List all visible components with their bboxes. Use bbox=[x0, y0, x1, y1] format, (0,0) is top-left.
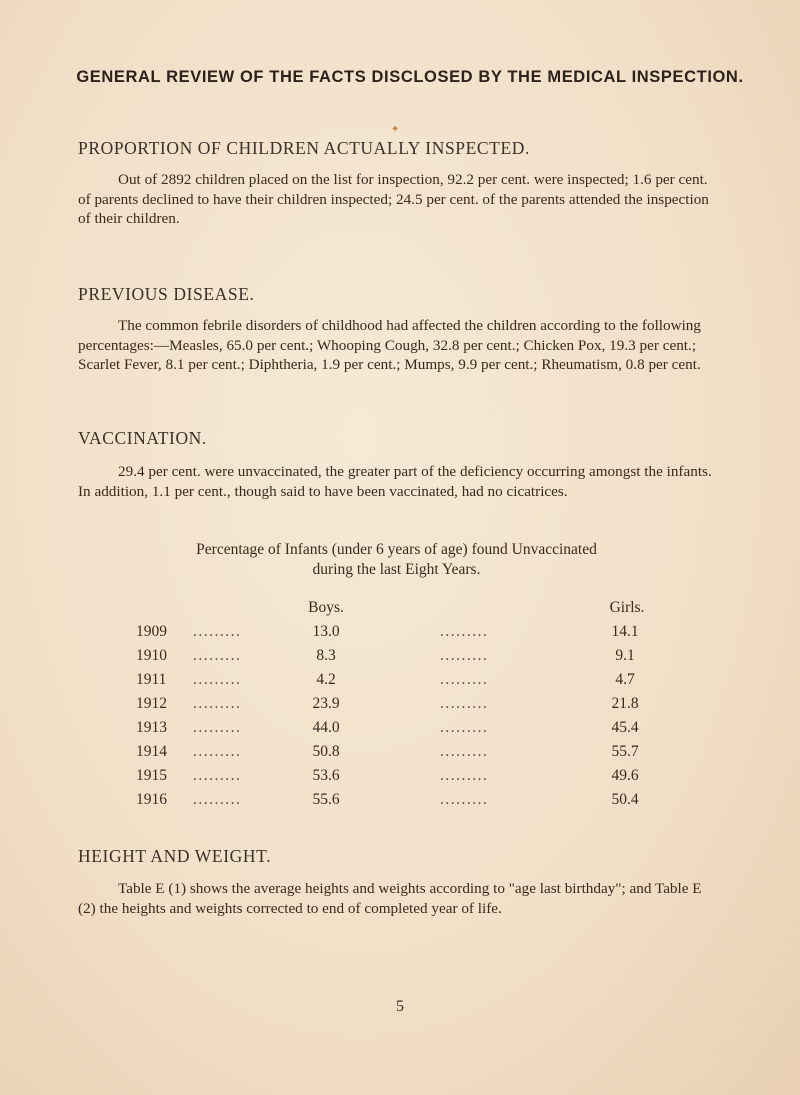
table-caption-line-2: during the last Eight Years. bbox=[312, 560, 481, 578]
dot-leader: ......... bbox=[193, 767, 242, 784]
paragraph-height-weight: Table E (1) shows the average heights and weights according to "age last birthday"; and Table E (2) the heights and weights corrected to end of completed year of life. bbox=[78, 880, 702, 917]
row-year: 1914 bbox=[136, 743, 167, 760]
paragraph-proportion: Out of 2892 children placed on the list for inspection, 92.2 per cent. were inspected; 1.6 per cent. of parents declined to have their children inspected; 24.5 per cent. of the parents attended the inspection of their children. bbox=[78, 171, 709, 228]
ink-mark-icon: ✦ bbox=[391, 124, 400, 135]
dot-leader: ......... bbox=[193, 743, 242, 760]
row-girls-value: 21.8 bbox=[611, 695, 639, 712]
row-year: 1916 bbox=[136, 791, 167, 808]
row-boys-value: 44.0 bbox=[312, 719, 340, 736]
table-row bbox=[0, 623, 800, 647]
row-girls-value: 50.4 bbox=[611, 791, 639, 808]
row-year: 1911 bbox=[136, 671, 167, 688]
table-row bbox=[0, 743, 800, 767]
dot-leader: ......... bbox=[193, 623, 242, 640]
row-girls-value: 49.6 bbox=[611, 767, 639, 784]
row-boys-value: 13.0 bbox=[312, 623, 340, 640]
table-row bbox=[0, 719, 800, 743]
paragraph-previous-disease: The common febrile disorders of childhood had affected the children according to the following percentages:—Measles, 65.0 per cent.; Whooping Cough, 32.8 per cent.; Chicken Pox, 19.3 per cent.; Scarlet Fever, 8.1 per cent.; Diphtheria, 1.9 per cent.; Mumps, 9.9 per cent.; Rheumatism, 0.8 per cent. bbox=[78, 317, 701, 374]
heading-previous-disease: PREVIOUS DISEASE. bbox=[78, 284, 255, 304]
dot-leader: ......... bbox=[440, 743, 489, 760]
dot-leader: ......... bbox=[193, 647, 242, 664]
heading-vaccination: VACCINATION. bbox=[78, 428, 207, 448]
row-boys-value: 23.9 bbox=[312, 695, 340, 712]
column-header-girls: Girls. bbox=[609, 599, 645, 616]
dot-leader: ......... bbox=[440, 623, 489, 640]
heading-height-weight: HEIGHT AND WEIGHT. bbox=[78, 846, 272, 866]
page-number: 5 bbox=[396, 998, 404, 1015]
row-girls-value: 55.7 bbox=[611, 743, 639, 760]
table-row bbox=[0, 647, 800, 671]
dot-leader: ......... bbox=[193, 695, 242, 712]
dot-leader: ......... bbox=[440, 647, 489, 664]
column-header-boys: Boys. bbox=[308, 599, 344, 616]
table-caption bbox=[78, 540, 715, 579]
table-row bbox=[0, 767, 800, 791]
paragraph-vaccination: 29.4 per cent. were unvaccinated, the greater part of the deficiency occurring amongst the infants. In addition, 1.1 per cent., though said to have been vaccinated, had no cicatrices. bbox=[78, 463, 712, 500]
dot-leader: ......... bbox=[193, 791, 242, 808]
dot-leader: ......... bbox=[193, 671, 242, 688]
page-title: GENERAL REVIEW OF THE FACTS DISCLOSED BY THE MEDICAL INSPECTION. bbox=[76, 68, 744, 86]
row-girls-value: 4.7 bbox=[615, 671, 635, 688]
table-row bbox=[0, 695, 800, 719]
dot-leader: ......... bbox=[440, 719, 489, 736]
row-boys-value: 4.2 bbox=[316, 671, 336, 688]
row-boys-value: 53.6 bbox=[312, 767, 340, 784]
row-year: 1910 bbox=[136, 647, 167, 664]
table-row bbox=[0, 791, 800, 815]
dot-leader: ......... bbox=[440, 791, 489, 808]
row-boys-value: 8.3 bbox=[316, 647, 336, 664]
heading-proportion: PROPORTION OF CHILDREN ACTUALLY INSPECTED. bbox=[78, 138, 530, 158]
dot-leader: ......... bbox=[440, 767, 489, 784]
row-year: 1915 bbox=[136, 767, 167, 784]
dot-leader: ......... bbox=[193, 719, 242, 736]
table-caption-line-1: Percentage of Infants (under 6 years of age) found Unvaccinated bbox=[196, 541, 597, 558]
row-girls-value: 45.4 bbox=[611, 719, 639, 736]
table-row bbox=[0, 671, 800, 695]
row-girls-value: 14.1 bbox=[611, 623, 639, 640]
row-year: 1909 bbox=[136, 623, 167, 640]
row-boys-value: 50.8 bbox=[312, 743, 340, 760]
dot-leader: ......... bbox=[440, 671, 489, 688]
dot-leader: ......... bbox=[440, 695, 489, 712]
row-girls-value: 9.1 bbox=[615, 647, 635, 664]
row-boys-value: 55.6 bbox=[312, 791, 340, 808]
row-year: 1913 bbox=[136, 719, 167, 736]
row-year: 1912 bbox=[136, 695, 167, 712]
